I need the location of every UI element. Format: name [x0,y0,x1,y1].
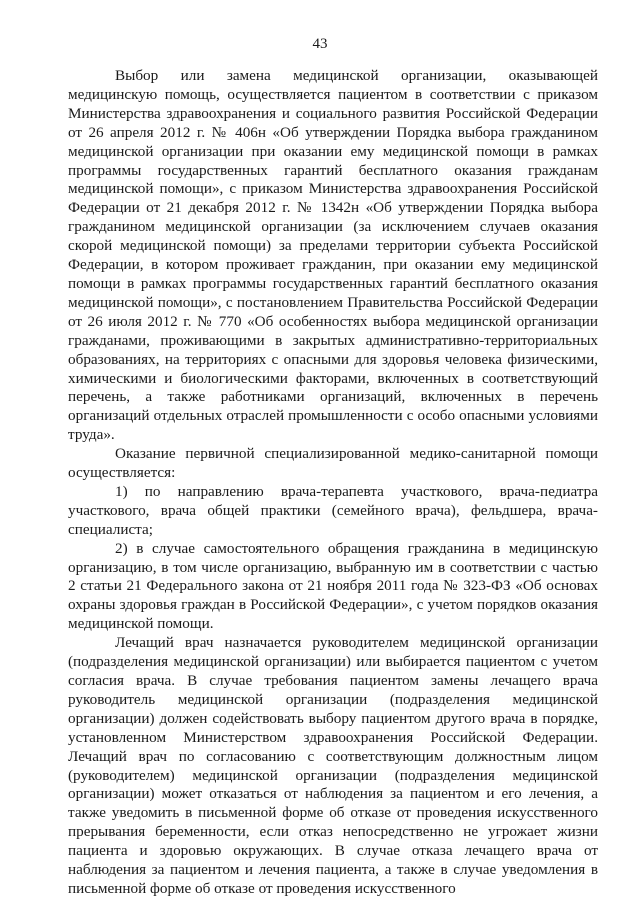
paragraph-referral-item-1: 1) по направлению врача-терапевта участкового, врача-педиатра участкового, врача общей практики (семейного врача), фельдшера, врача-специалиста; [68,482,598,538]
page-number: 43 [312,36,328,52]
paragraph-attending-physician: Лечащий врач назначается руководителем медицинской организации (подразделения медицинской организации) или выбирается пациентом с учетом согласия врача. В случае требования пациентом замены лечащего врача руководитель медицинской организации (подразделения медицинской организации) должен содействовать выбору пациентом другого врача в порядке, установленном Министерством здравоохранения Российской Федерации. Лечащий врач по согласованию с соответствующим должностным лицом (руководителем) медицинской организации (подразделения медицинской организации) может отказаться от наблюдения за пациентом и его лечения, а также уведомить в письменной форме об отказе от проведения искусственного прерывания беременности, если отказ непосредственно не угрожает жизни пациента и здоровью окружающих. В случае отказа лечащего врача от наблюдения за пациентом и лечения пациента, а также в случае уведомления в письменной форме об отказе от проведения искусственного [68,634,598,897]
document-body [68,67,598,899]
paragraph-self-referral-item-2: 2) в случае самостоятельного обращения гражданина в медицинскую организацию, в том числе организацию, выбранную им в соответствии с частью 2 статьи 21 Федерального закона от 21 ноября 2011 года № 323-ФЗ «Об основах охраны здоровья граждан в Российской Федерации», с учетом порядков оказания медицинской помощи. [68,539,598,633]
paragraph-specialized-care-intro: Оказание первичной специализированной медико-санитарной помощи осуществляется: [68,445,598,482]
paragraph-choice-of-organization: Выбор или замена медицинской организации, оказывающей медицинскую помощь, осуществляется пациентом в соответствии с приказом Министерства здравоохранения и социального развития Российской Федерации от 26 апреля 2012 г. № 406н «Об утверждении Порядка выбора гражданином медицинской организации при оказании ему медицинской помощи в рамках программы государственных гарантий бесплатного оказания гражданам медицинской помощи», с приказом Министерства здравоохранения Российской Федерации от 21 декабря 2012 г. № 1342н «Об утверждении Порядка выбора гражданином медицинской организации (за исключением случаев оказания скорой медицинской помощи) за пределами территории субъекта Российской Федерации, в котором проживает гражданин, при оказании ему медицинской помощи в рамках программы государственных гарантий бесплатного оказания медицинской помощи», с постановлением Правительства Российской Федерации от 26 июля 2012 г. № 770 «Об особенностях выбора медицинской организации гражданами, проживающими в закрытых административно-территориальных образованиях, на территориях с опасными для здоровья человека физическими, химическими и биологическими факторами, включенных в соответствующий перечень, а также работниками организаций, включенных в перечень организаций отдельных отраслей промышленности с особо опасными условиями труда». [68,67,598,444]
